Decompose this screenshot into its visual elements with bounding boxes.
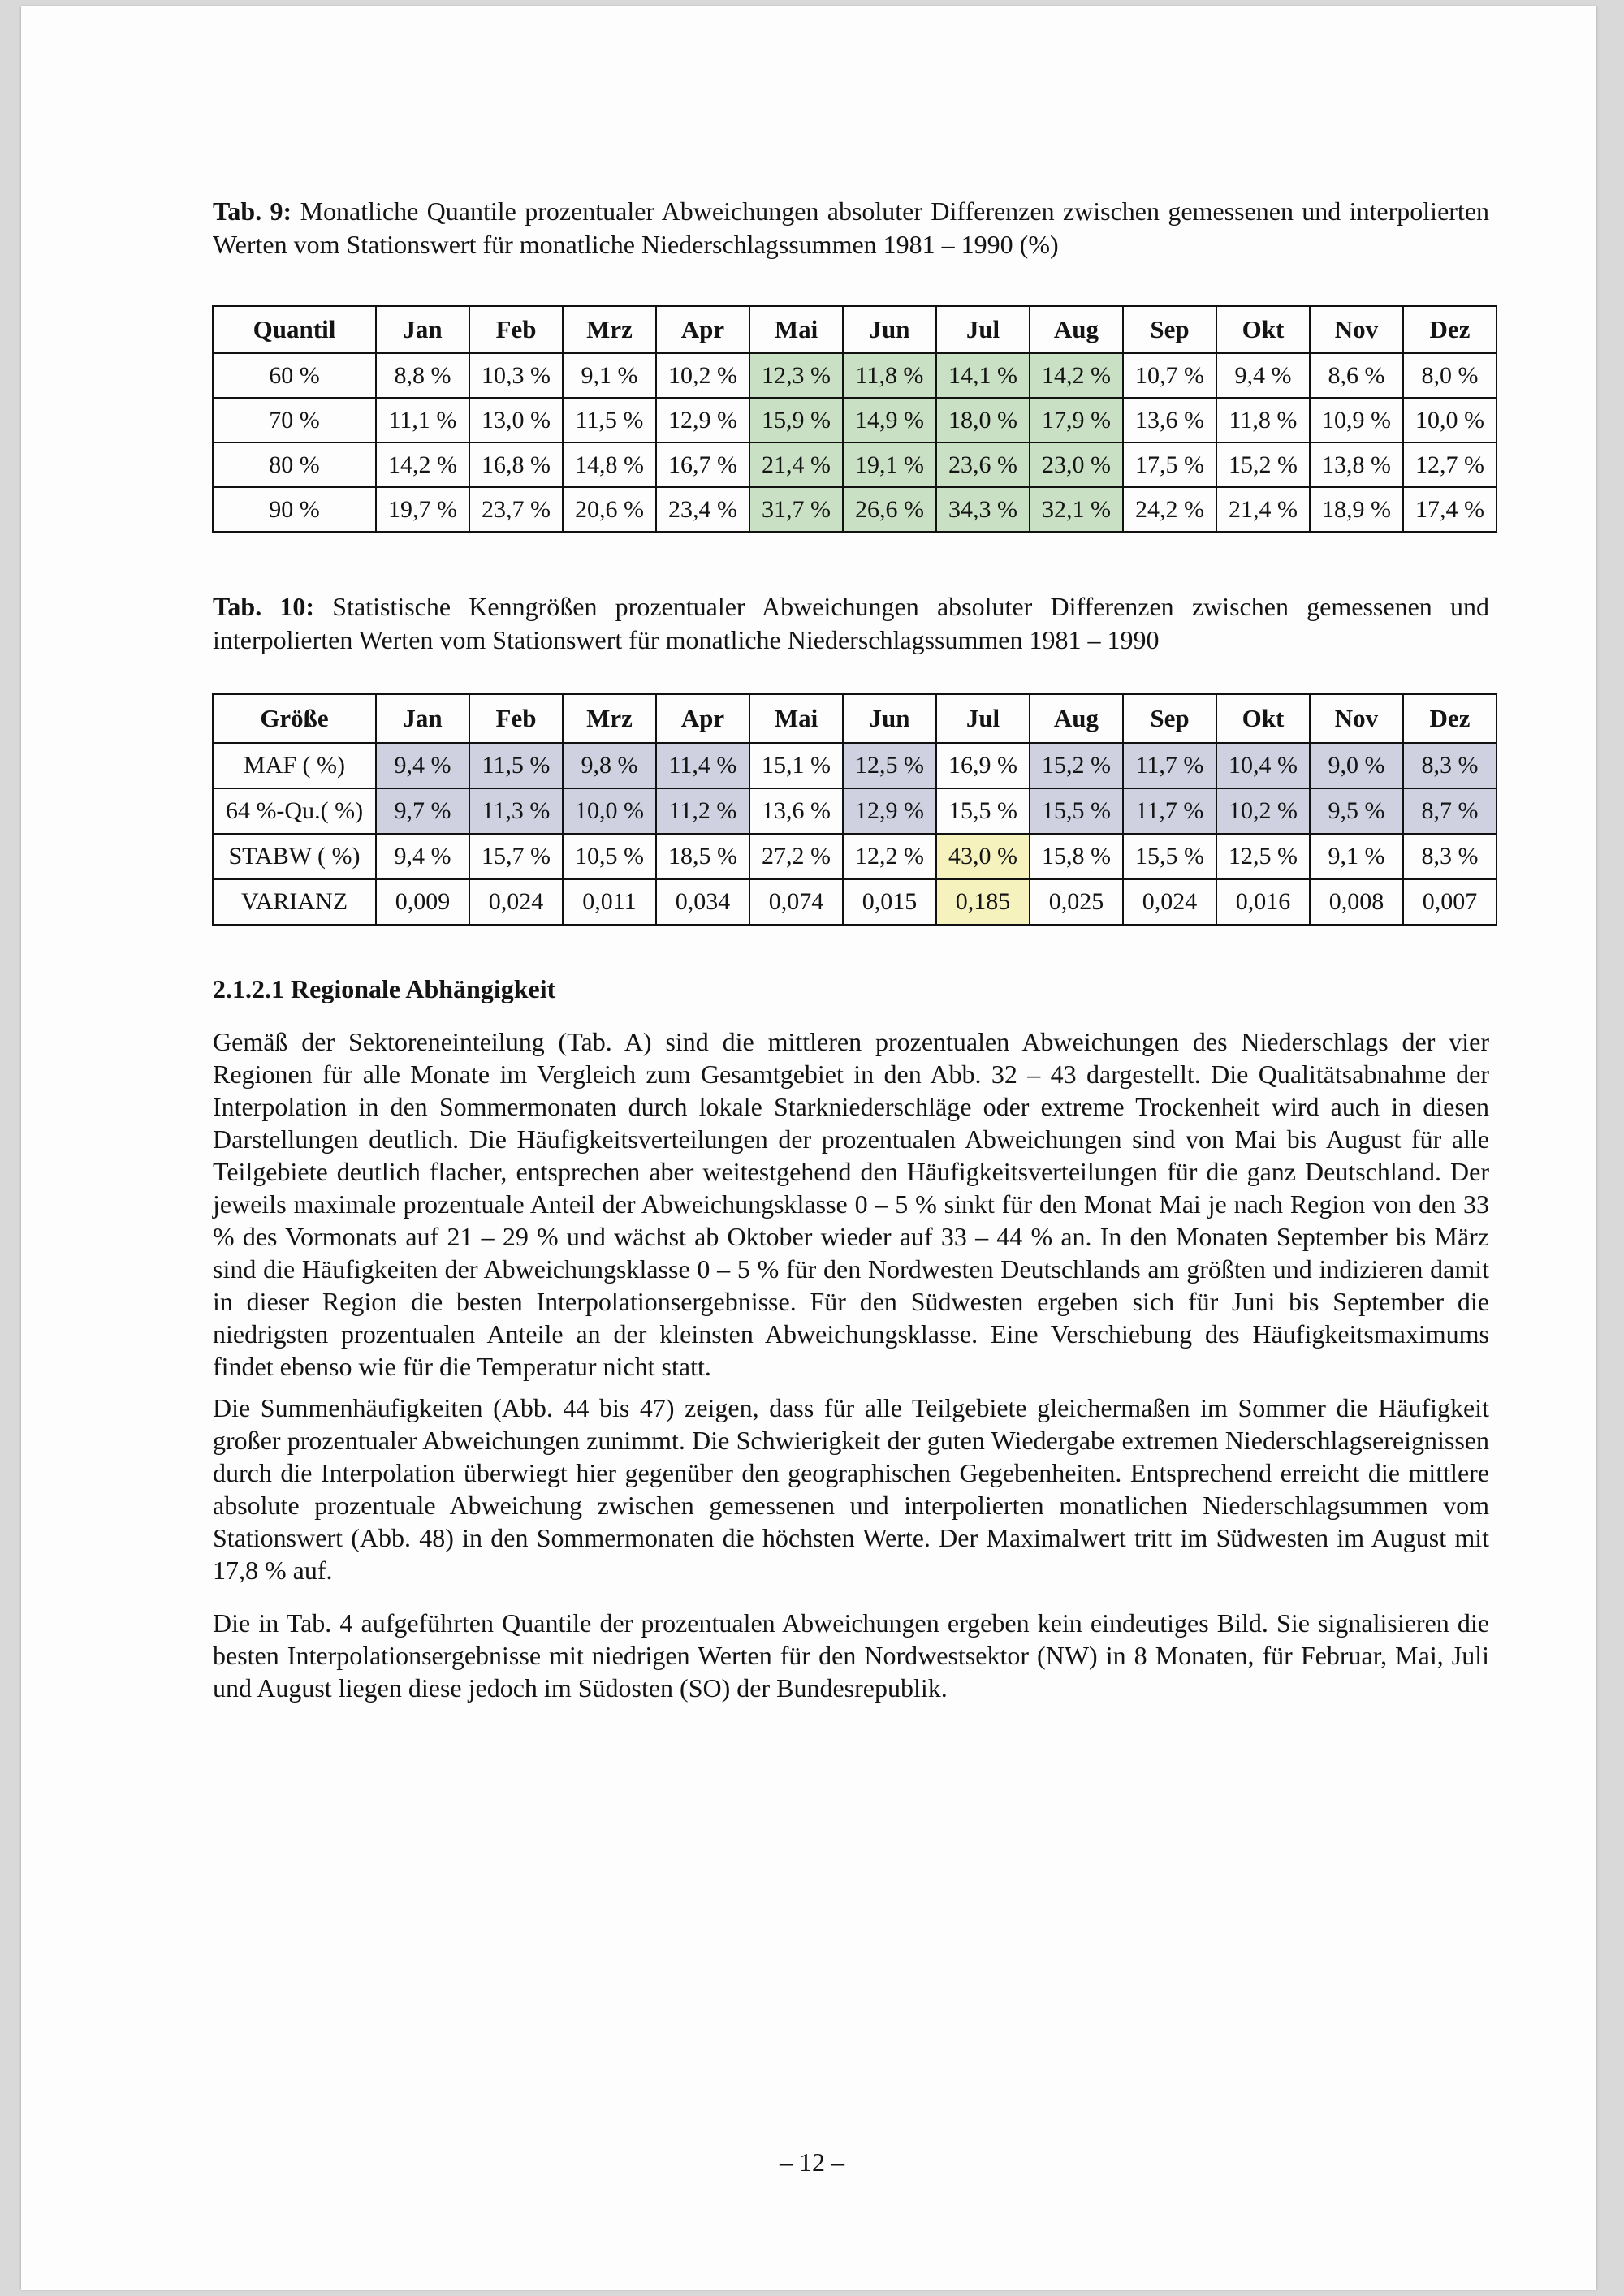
table-cell-highlighted: 12,3 % bbox=[749, 353, 843, 398]
table-cell-highlighted: 11,7 % bbox=[1123, 788, 1216, 834]
table-cell-highlighted: 11,5 % bbox=[469, 743, 563, 788]
table-cell: 0,074 bbox=[749, 879, 843, 925]
table-cell: 8,0 % bbox=[1403, 353, 1497, 398]
table-cell: MAF ( %) bbox=[213, 743, 376, 788]
table-cell-highlighted: 21,4 % bbox=[749, 442, 843, 487]
table-cell-highlighted: 31,7 % bbox=[749, 487, 843, 532]
table-cell: 15,5 % bbox=[1123, 834, 1216, 879]
body-paragraph: Die in Tab. 4 aufgeführten Quantile der prozentualen Abweichungen ergeben kein eindeutiges Bild. Sie signalisieren die besten Interpolationsergebnisse mit niedrigen Werten für den Nordwestsektor (NW) in 8 Monaten, für Februar, Mai, Juli und August liegen diese jedoch im Südosten (SO) der Bundesrepublik. bbox=[213, 1608, 1489, 1703]
table-cell: 10,2 % bbox=[656, 353, 749, 398]
table-cell-highlighted: 34,3 % bbox=[936, 487, 1030, 532]
table-10-header-cell: Nov bbox=[1310, 694, 1403, 743]
table-cell-highlighted: 12,5 % bbox=[843, 743, 936, 788]
table-cell: 60 % bbox=[213, 353, 376, 398]
table-10-caption bbox=[213, 590, 1489, 657]
table-cell: 27,2 % bbox=[749, 834, 843, 879]
table-cell-highlighted: 17,9 % bbox=[1030, 398, 1123, 442]
table-10-label: Tab. 10: bbox=[213, 592, 315, 621]
table-cell-highlighted: 14,1 % bbox=[936, 353, 1030, 398]
table-cell: 8,3 % bbox=[1403, 834, 1497, 879]
table-9-header-cell: Nov bbox=[1310, 306, 1403, 353]
table-cell: 0,024 bbox=[469, 879, 563, 925]
table-cell-highlighted: 15,5 % bbox=[1030, 788, 1123, 834]
table-cell: 64 %-Qu.( %) bbox=[213, 788, 376, 834]
table-cell: VARIANZ bbox=[213, 879, 376, 925]
table-cell: 11,1 % bbox=[376, 398, 469, 442]
table-10-header-cell: Sep bbox=[1123, 694, 1216, 743]
table-cell: 12,2 % bbox=[843, 834, 936, 879]
table-9-header-cell: Jun bbox=[843, 306, 936, 353]
table-cell-highlighted: 18,0 % bbox=[936, 398, 1030, 442]
table-cell: 0,009 bbox=[376, 879, 469, 925]
table-cell: 23,4 % bbox=[656, 487, 749, 532]
table-10-header-cell: Dez bbox=[1403, 694, 1497, 743]
table-cell-highlighted: 9,7 % bbox=[376, 788, 469, 834]
table-10-header-cell: Okt bbox=[1216, 694, 1310, 743]
table-10-caption-text: Statistische Kenngrößen prozentualer Abweichungen absoluter Differenzen zwischen gemessenen und interpolierten Werten vom Stationswert für monatliche Niederschlagssummen 1981 – 1990 bbox=[213, 592, 1490, 654]
table-9-caption-text: Monatliche Quantile prozentualer Abweichungen absoluter Differenzen zwischen gemessenen und interpolierten Werten vom Stationswert für monatliche Niederschlagssummen 1981 – 1990 (%) bbox=[213, 196, 1490, 259]
table-cell-highlighted: 11,7 % bbox=[1123, 743, 1216, 788]
table-10 bbox=[212, 693, 1497, 926]
table-10-header-cell: Mai bbox=[749, 694, 843, 743]
table-cell: 10,9 % bbox=[1310, 398, 1403, 442]
table-cell-highlighted: 12,9 % bbox=[843, 788, 936, 834]
table-cell: 17,4 % bbox=[1403, 487, 1497, 532]
table-9-header-cell: Mrz bbox=[563, 306, 656, 353]
table-9-header-cell: Sep bbox=[1123, 306, 1216, 353]
table-cell-highlighted: 11,3 % bbox=[469, 788, 563, 834]
table-cell: 0,008 bbox=[1310, 879, 1403, 925]
table-cell-highlighted: 9,0 % bbox=[1310, 743, 1403, 788]
table-cell: 8,8 % bbox=[376, 353, 469, 398]
table-9-header-cell: Feb bbox=[469, 306, 563, 353]
table-cell: 13,8 % bbox=[1310, 442, 1403, 487]
table-cell: 0,007 bbox=[1403, 879, 1497, 925]
table-9 bbox=[212, 305, 1497, 533]
table-cell: 10,7 % bbox=[1123, 353, 1216, 398]
table-cell: 0,034 bbox=[656, 879, 749, 925]
table-cell: 15,7 % bbox=[469, 834, 563, 879]
table-9-header-cell: Jul bbox=[936, 306, 1030, 353]
table-row bbox=[213, 879, 1497, 925]
table-cell: 0,024 bbox=[1123, 879, 1216, 925]
table-cell-highlighted: 19,1 % bbox=[843, 442, 936, 487]
table-row bbox=[213, 743, 1497, 788]
table-cell: STABW ( %) bbox=[213, 834, 376, 879]
table-cell: 18,5 % bbox=[656, 834, 749, 879]
body-paragraph: Gemäß der Sektoreneinteilung (Tab. A) sind die mittleren prozentualen Abweichungen des Niederschlags der vier Regionen für alle Monate im Vergleich zum Gesamtgebiet in den Abb. 32 – 43 dargestellt. Die Qualitätsabnahme der Interpolation in den Sommermonaten durch lokale Starkniederschläge oder extreme Trockenheit wird auch in diesen Darstellungen deutlich. Die Häufigkeitsverteilungen der prozentualen Abweichungen sind von Mai bis August für alle Teilgebiete deutlich flacher, entsprechen aber weitestgehend den Häufigkeitsverteilungen für die ganz Deutschland. Der jeweils maximale prozentuale Anteil der Abweichungsklasse 0 – 5 % sinkt für den Monat Mai je nach Region von den 33 % des Vormonats auf 21 – 29 % und wächst ab Oktober wieder auf 33 – 44 % an. In den Monaten September bis März sind die Häufigkeiten der Abweichungsklasse 0 – 5 % für den Nordwesten Deutschlands am größten und indizieren damit in dieser Region die besten Interpolationsergebnisse. Für den Südwesten ergeben sich für Juni bis September die niedrigsten prozentualen Anteile an der kleinsten Abweichungsklasse. Eine Verschiebung des Häufigkeitsmaximums findet ebenso wie für die Temperatur nicht statt. bbox=[213, 1027, 1489, 1381]
table-cell: 17,5 % bbox=[1123, 442, 1216, 487]
table-9-header-cell: Jan bbox=[376, 306, 469, 353]
table-cell: 90 % bbox=[213, 487, 376, 532]
table-cell-highlighted: 9,8 % bbox=[563, 743, 656, 788]
table-cell: 13,6 % bbox=[1123, 398, 1216, 442]
table-cell: 21,4 % bbox=[1216, 487, 1310, 532]
table-cell: 12,9 % bbox=[656, 398, 749, 442]
table-cell-highlighted: 0,185 bbox=[936, 879, 1030, 925]
table-cell: 12,7 % bbox=[1403, 442, 1497, 487]
table-cell: 16,9 % bbox=[936, 743, 1030, 788]
table-cell-highlighted: 11,2 % bbox=[656, 788, 749, 834]
table-cell-highlighted: 10,0 % bbox=[563, 788, 656, 834]
table-9-header-cell: Mai bbox=[749, 306, 843, 353]
table-cell: 0,015 bbox=[843, 879, 936, 925]
table-9-header-cell: Apr bbox=[656, 306, 749, 353]
table-cell-highlighted: 11,8 % bbox=[843, 353, 936, 398]
table-cell: 9,1 % bbox=[1310, 834, 1403, 879]
table-cell: 80 % bbox=[213, 442, 376, 487]
table-cell: 20,6 % bbox=[563, 487, 656, 532]
table-row bbox=[213, 788, 1497, 834]
table-cell: 19,7 % bbox=[376, 487, 469, 532]
section-heading: 2.1.2.1 Regionale Abhängigkeit bbox=[213, 974, 556, 1003]
table-10-header-cell: Jul bbox=[936, 694, 1030, 743]
table-cell-highlighted: 9,4 % bbox=[376, 743, 469, 788]
table-9-header-cell: Okt bbox=[1216, 306, 1310, 353]
table-9-header-cell: Aug bbox=[1030, 306, 1123, 353]
table-cell: 9,1 % bbox=[563, 353, 656, 398]
table-cell: 14,8 % bbox=[563, 442, 656, 487]
table-cell-highlighted: 32,1 % bbox=[1030, 487, 1123, 532]
table-cell: 15,2 % bbox=[1216, 442, 1310, 487]
table-cell: 13,0 % bbox=[469, 398, 563, 442]
table-cell: 70 % bbox=[213, 398, 376, 442]
table-cell: 9,4 % bbox=[376, 834, 469, 879]
table-10-header-row bbox=[213, 694, 1497, 743]
table-row bbox=[213, 398, 1497, 442]
table-row bbox=[213, 487, 1497, 532]
table-cell: 11,5 % bbox=[563, 398, 656, 442]
table-cell-highlighted: 10,4 % bbox=[1216, 743, 1310, 788]
table-cell-highlighted: 11,4 % bbox=[656, 743, 749, 788]
table-cell: 15,5 % bbox=[936, 788, 1030, 834]
table-9-header-cell: Quantil bbox=[213, 306, 376, 353]
table-cell: 15,8 % bbox=[1030, 834, 1123, 879]
table-cell: 10,5 % bbox=[563, 834, 656, 879]
table-9-caption bbox=[213, 195, 1489, 261]
table-9-header-cell: Dez bbox=[1403, 306, 1497, 353]
table-cell: 10,0 % bbox=[1403, 398, 1497, 442]
table-10-header-cell: Feb bbox=[469, 694, 563, 743]
table-cell: 10,3 % bbox=[469, 353, 563, 398]
table-cell-highlighted: 15,2 % bbox=[1030, 743, 1123, 788]
table-cell-highlighted: 8,3 % bbox=[1403, 743, 1497, 788]
table-cell-highlighted: 23,6 % bbox=[936, 442, 1030, 487]
table-cell: 12,5 % bbox=[1216, 834, 1310, 879]
table-cell: 0,025 bbox=[1030, 879, 1123, 925]
table-cell: 8,6 % bbox=[1310, 353, 1403, 398]
table-cell: 16,8 % bbox=[469, 442, 563, 487]
table-cell-highlighted: 23,0 % bbox=[1030, 442, 1123, 487]
table-cell-highlighted: 8,7 % bbox=[1403, 788, 1497, 834]
table-cell: 24,2 % bbox=[1123, 487, 1216, 532]
table-row bbox=[213, 442, 1497, 487]
table-cell: 15,1 % bbox=[749, 743, 843, 788]
table-cell: 18,9 % bbox=[1310, 487, 1403, 532]
table-10-header-cell: Jan bbox=[376, 694, 469, 743]
table-cell: 16,7 % bbox=[656, 442, 749, 487]
table-cell-highlighted: 26,6 % bbox=[843, 487, 936, 532]
table-10-header-cell: Jun bbox=[843, 694, 936, 743]
table-cell-highlighted: 14,9 % bbox=[843, 398, 936, 442]
table-cell: 23,7 % bbox=[469, 487, 563, 532]
table-row bbox=[213, 834, 1497, 879]
table-10-header-cell: Größe bbox=[213, 694, 376, 743]
table-10-header-cell: Aug bbox=[1030, 694, 1123, 743]
table-cell-highlighted: 15,9 % bbox=[749, 398, 843, 442]
body-paragraph: Die Summenhäufigkeiten (Abb. 44 bis 47) zeigen, dass für alle Teilgebiete gleichermaßen im Sommer die Häufigkeit großer prozentualer Abweichungen zunimmt. Die Schwierigkeit der guten Wiedergabe extremen Niederschlagsereignissen durch die Interpolation überwiegt hier gegenüber den geographischen Gegebenheiten. Entsprechend erreicht die mittlere absolute prozentuale Abweichung zwischen gemessenen und interpolierten monatlichen Niederschlagsummen vom Stationswert (Abb. 48) in den Sommermonaten die höchsten Werte. Der Maximalwert tritt im Südwesten im August mit 17,8 % auf. bbox=[213, 1393, 1489, 1585]
table-cell-highlighted: 14,2 % bbox=[1030, 353, 1123, 398]
table-cell: 0,016 bbox=[1216, 879, 1310, 925]
table-cell: 13,6 % bbox=[749, 788, 843, 834]
table-10-header-cell: Mrz bbox=[563, 694, 656, 743]
table-cell-highlighted: 9,5 % bbox=[1310, 788, 1403, 834]
table-9-header-row bbox=[213, 306, 1497, 353]
table-cell-highlighted: 10,2 % bbox=[1216, 788, 1310, 834]
table-cell: 9,4 % bbox=[1216, 353, 1310, 398]
table-cell: 11,8 % bbox=[1216, 398, 1310, 442]
table-cell: 14,2 % bbox=[376, 442, 469, 487]
table-cell: 0,011 bbox=[563, 879, 656, 925]
page-number: – 12 – bbox=[780, 2147, 844, 2177]
table-9-label: Tab. 9: bbox=[213, 196, 292, 226]
table-row bbox=[213, 353, 1497, 398]
table-10-header-cell: Apr bbox=[656, 694, 749, 743]
table-cell-highlighted: 43,0 % bbox=[936, 834, 1030, 879]
